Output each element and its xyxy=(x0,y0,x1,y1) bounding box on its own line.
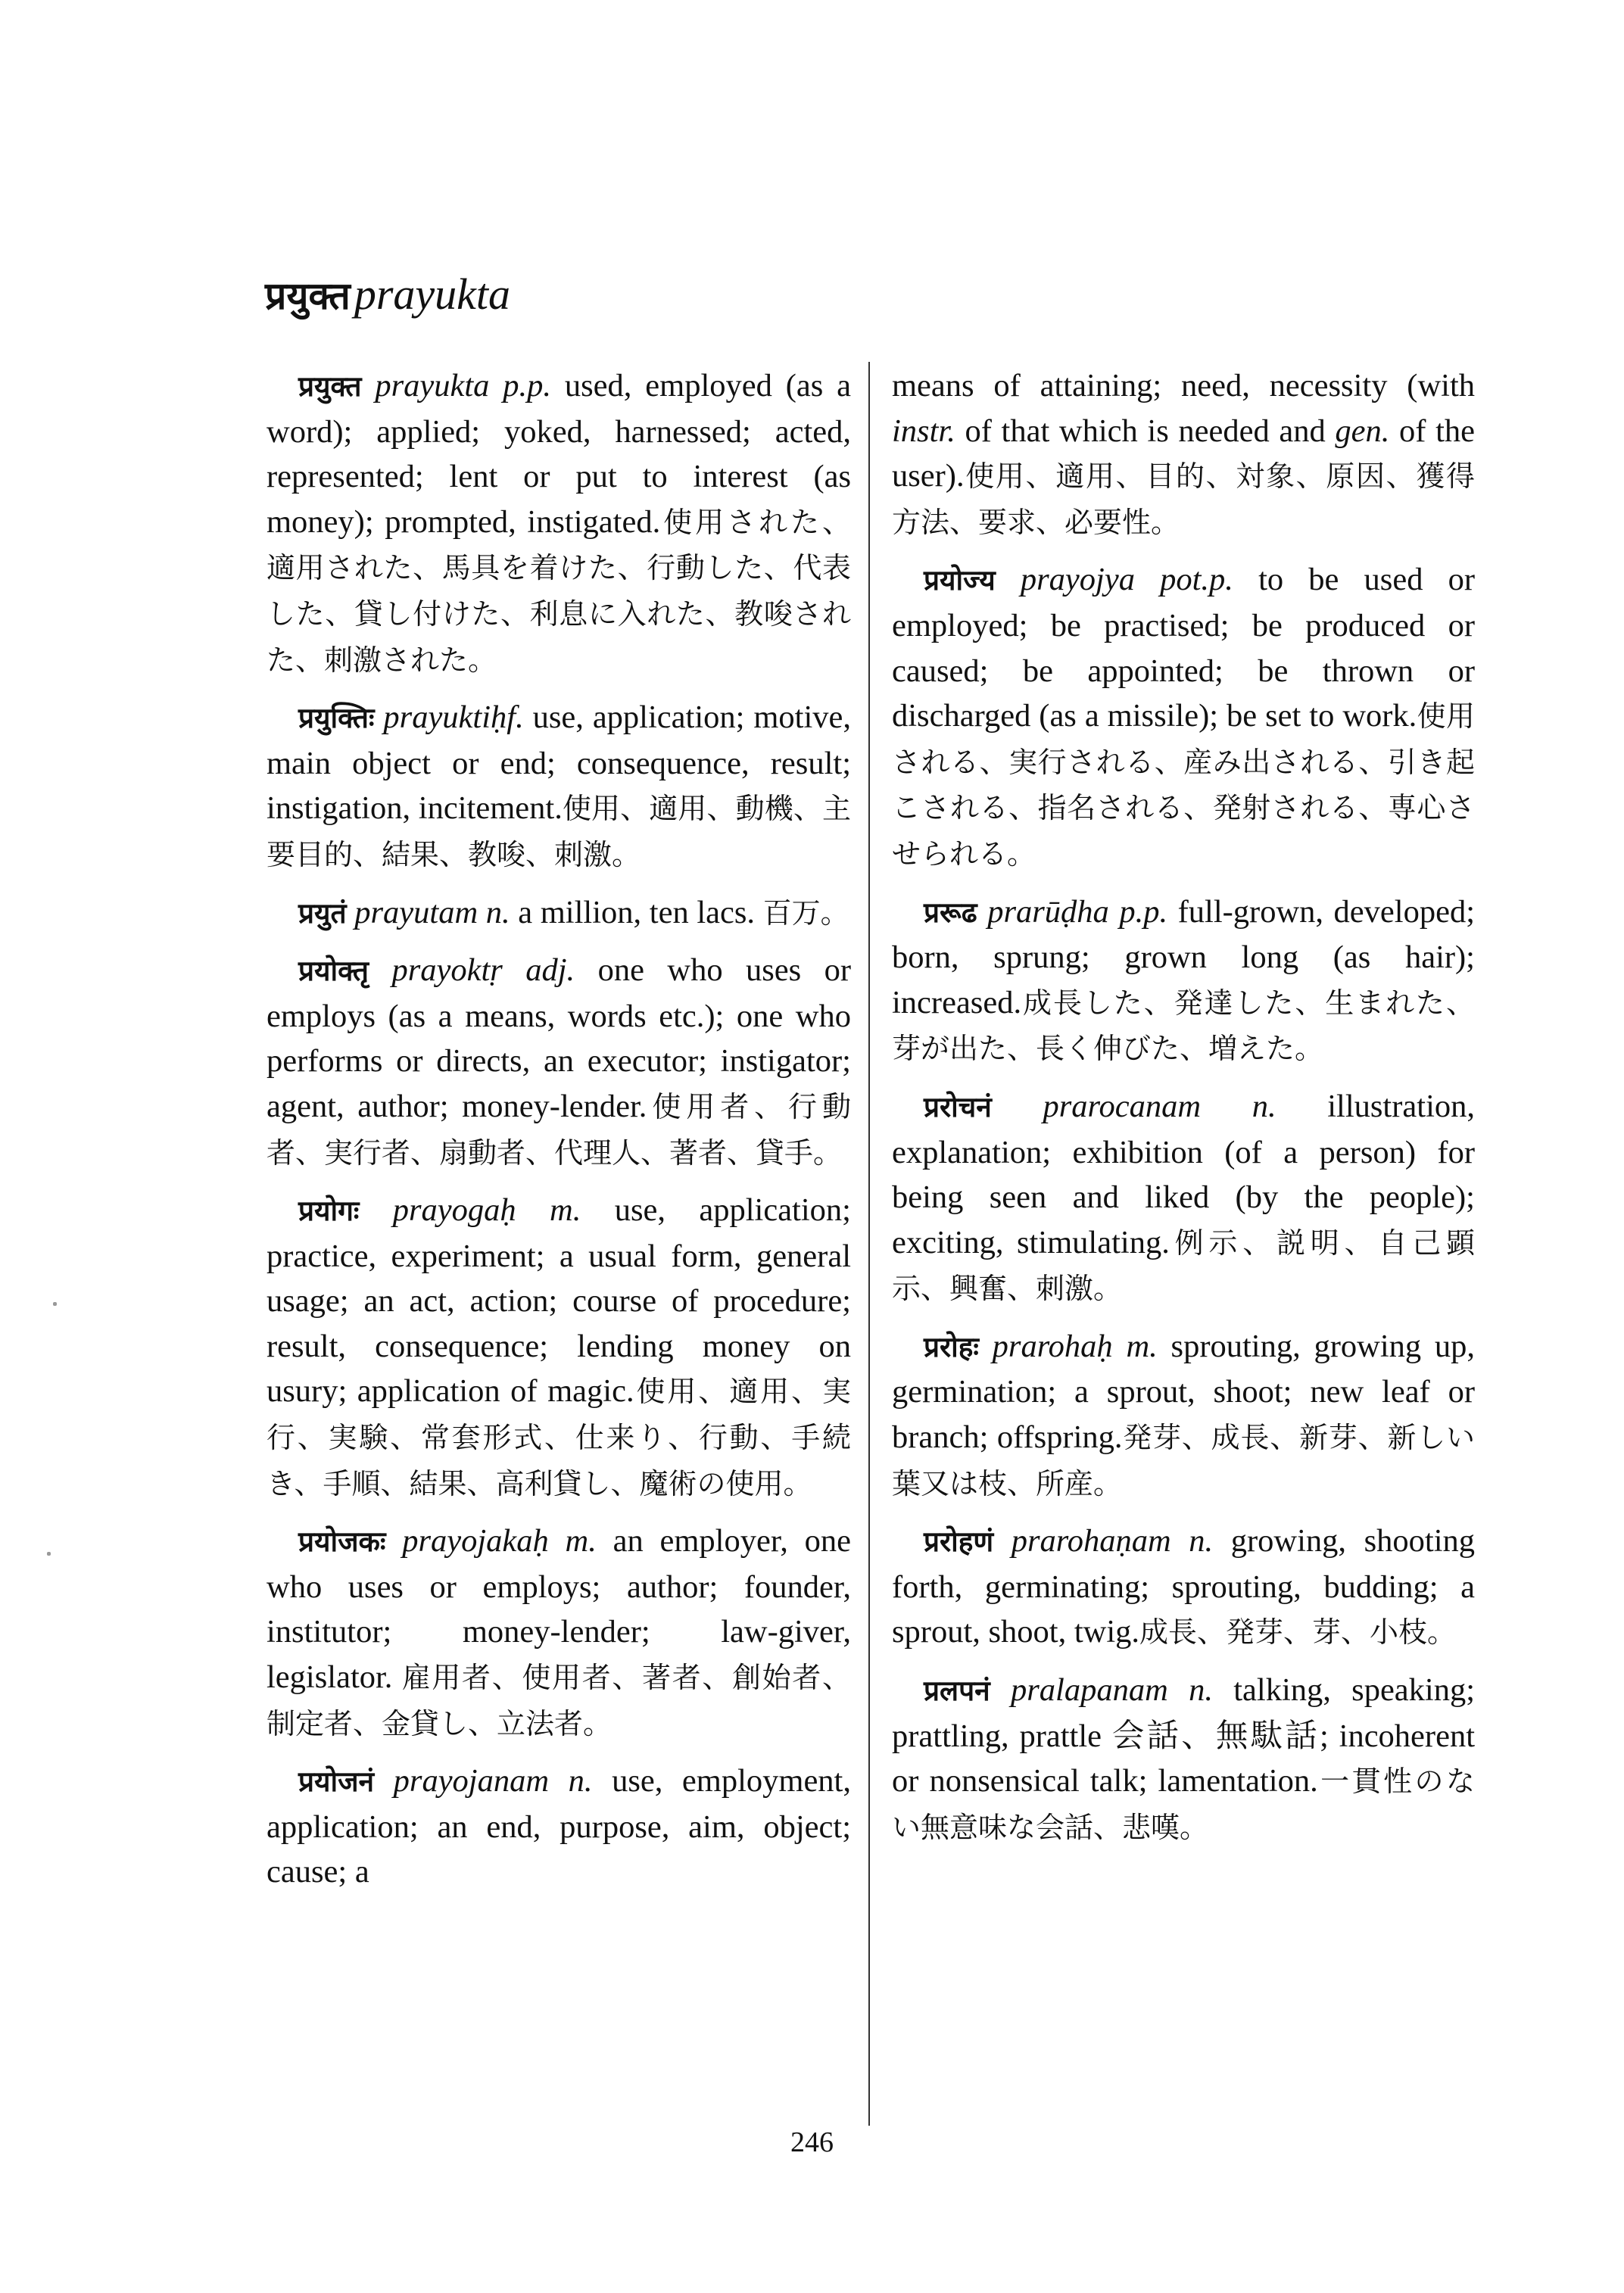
headword-roman: prayukta xyxy=(375,368,490,403)
japanese-gloss: 百万。 xyxy=(762,896,849,930)
japanese-gloss: 成長、発芽、芽、小枝。 xyxy=(1139,1615,1457,1650)
grammar-label: m. xyxy=(1126,1328,1158,1364)
headword-devanagari: प्रलपनं xyxy=(924,1675,990,1708)
japanese-gloss: 雇用者、使用者、著者、創始者、制定者、金貸し、立法者。 xyxy=(267,1661,851,1740)
japanese-gloss: 発芽、成長、新芽、新しい葉又は枝、所産。 xyxy=(892,1421,1475,1500)
headword-roman: prayojya xyxy=(1020,562,1135,598)
scan-speck xyxy=(53,1302,57,1306)
definition: talking, speaking; prattling, prattle 会話、無駄話; incoherent or nonsensical talk; lamentation. xyxy=(892,1672,1476,1799)
headword-roman: prayogaḥ xyxy=(392,1192,516,1229)
headword-roman: prayojakaḥ xyxy=(402,1523,549,1559)
headword-devanagari: प्ररोहणं xyxy=(924,1525,994,1559)
headword-devanagari: प्ररोचनं xyxy=(924,1090,992,1123)
headword-roman: prayuktiḥ xyxy=(383,699,507,736)
scan-speck xyxy=(47,1552,51,1556)
grammar-label: n. xyxy=(1189,1523,1214,1559)
column-divider xyxy=(868,362,870,2126)
definition: illustration, explanation; exhibition (of a person) for being seen and liked (by the people); exciting, stimulating. xyxy=(892,1088,1475,1260)
definition: use, application; practice, experiment; a usual form, general usage; an act, action; course of procedure; result, consequence; lending money on usury; application of magic. xyxy=(267,1192,851,1410)
japanese-gloss: 使用された、適用された、馬具を着けた、行動した、代表した、貸し付けた、利息に入れた、教唆された、刺激された。 xyxy=(267,505,851,677)
dictionary-entry xyxy=(267,695,851,877)
japanese-gloss: 一貫性のない無意味な会話、悲嘆。 xyxy=(892,1765,1475,1844)
grammar-label: m. xyxy=(550,1192,581,1229)
headword-roman: prayutam xyxy=(354,894,478,930)
dictionary-entry xyxy=(892,889,1475,1072)
japanese-gloss: 成長した、発達した、生まれた、芽が出た、長く伸びた、増えた。 xyxy=(892,986,1475,1066)
dictionary-entry xyxy=(892,1084,1475,1312)
dictionary-entry xyxy=(267,1519,851,1746)
grammar-label: pot.p. xyxy=(1160,562,1233,598)
dictionary-entry xyxy=(267,363,851,683)
grammar-label: n. xyxy=(1189,1672,1213,1709)
definition: one who uses or employs (as a means, words etc.); one who performs or directs, an executor; instigator; agent, author; money-lender. xyxy=(267,952,852,1124)
japanese-gloss: 使用される、実行される、産み出される、引き起こされる、指名される、発射される、専心させられる。 xyxy=(892,699,1475,871)
definition: used, employed (as a word); applied; yoked, harnessed; acted, represented; lent or put to interest (as money); prompted, instigated. xyxy=(267,368,852,540)
grammar-label: n. xyxy=(568,1763,593,1799)
definition: of that which is needed and xyxy=(965,413,1326,449)
headword-roman: prarūḍha xyxy=(987,893,1109,930)
dictionary-entry xyxy=(267,948,851,1176)
header-roman: prayukta xyxy=(354,269,511,319)
dictionary-entry-continuation xyxy=(892,363,1475,545)
headword-roman: pralapanam xyxy=(1010,1672,1168,1709)
grammar-label: gen. xyxy=(1335,413,1390,449)
headword-devanagari: प्रयोगः xyxy=(298,1195,360,1228)
definition: use, application; motive, main object or end; consequence, result; instigation, incitement. xyxy=(267,699,852,827)
headword-devanagari: प्रयोक्तृ xyxy=(298,955,369,988)
grammar-label: f. xyxy=(507,699,524,736)
dictionary-entry xyxy=(892,1668,1475,1850)
headword-roman: prarohaḥ xyxy=(992,1328,1113,1364)
dictionary-entry xyxy=(892,1324,1475,1506)
headword-devanagari: प्रयुक्तिः xyxy=(298,702,375,735)
page-number: 246 xyxy=(790,2126,834,2158)
definition: sprouting, growing up, germination; a sprout, shoot; new leaf or branch; offspring. xyxy=(892,1328,1476,1456)
dictionary-entry xyxy=(267,1188,851,1506)
right-column xyxy=(892,363,1475,1862)
definition: full-grown, developed; born, sprung; grown long (as hair); increased. xyxy=(892,893,1476,1020)
definition: means of attaining; need, necessity (with xyxy=(892,368,1475,403)
header-devanagari: प्रयुक्त xyxy=(265,273,351,318)
headword-devanagari: प्रयोज्य xyxy=(924,564,996,597)
definition: an employer, one who uses or employs; author; founder, institutor; money-lender; law-giver, legislator. xyxy=(267,1523,851,1696)
japanese-gloss: 使用、適用、動機、主要目的、結果、教唆、刺激。 xyxy=(267,792,851,871)
definition: of the user). xyxy=(892,413,1475,494)
grammar-label: p.p. xyxy=(1119,893,1168,930)
left-column xyxy=(267,363,851,1907)
headword-devanagari: प्रयोजकः xyxy=(298,1525,386,1559)
grammar-label: n. xyxy=(1252,1088,1276,1124)
headword-roman: prarocanam xyxy=(1043,1088,1202,1124)
dictionary-entry xyxy=(267,1759,851,1895)
japanese-gloss: 使用、適用、目的、対象、原因、獲得方法、要求、必要性。 xyxy=(892,460,1475,539)
grammar-label: adj. xyxy=(525,952,575,989)
japanese-gloss: 例示、説明、自己顕示、興奮、刺激。 xyxy=(892,1226,1475,1306)
headword-devanagari: प्रयुतं xyxy=(298,896,347,930)
headword-devanagari: प्ररूढ xyxy=(924,896,977,929)
headword-roman: prayojanam xyxy=(393,1763,550,1799)
definition: to be used or employed; be practised; be produced or caused; be appointed; be thrown or discharged (as a missile); be set to work. xyxy=(892,562,1476,734)
headword-devanagari: प्रयुक्त xyxy=(298,370,362,403)
japanese-gloss: 使用者、行動者、実行者、扇動者、代理人、著者、貸手。 xyxy=(267,1089,851,1170)
japanese-gloss: 使用、適用、実行、実験、常套形式、仕来り、行動、手続き、手順、結果、高利貸し、魔術の使用。 xyxy=(267,1375,851,1500)
grammar-label: instr. xyxy=(892,413,955,449)
dictionary-entry xyxy=(267,890,851,936)
headword-devanagari: प्ररोहः xyxy=(924,1330,979,1363)
headword-roman: prayoktṛ xyxy=(391,952,503,989)
grammar-label: p.p. xyxy=(503,368,552,403)
headword-roman: prarohaṇam xyxy=(1011,1523,1171,1559)
dictionary-entry xyxy=(892,557,1475,877)
headword-devanagari: प्रयोजनं xyxy=(298,1765,375,1799)
grammar-label: n. xyxy=(485,894,510,930)
page-header xyxy=(265,269,510,320)
grammar-label: m. xyxy=(565,1523,597,1559)
definition: a million, ten lacs. xyxy=(518,894,756,930)
definition: growing, shooting forth, germinating; sprouting, budding; a sprout, shoot, twig. xyxy=(892,1523,1475,1650)
definition: use, employment, application; an end, purpose, aim, object; cause; a xyxy=(267,1763,851,1890)
dictionary-entry xyxy=(892,1519,1475,1656)
